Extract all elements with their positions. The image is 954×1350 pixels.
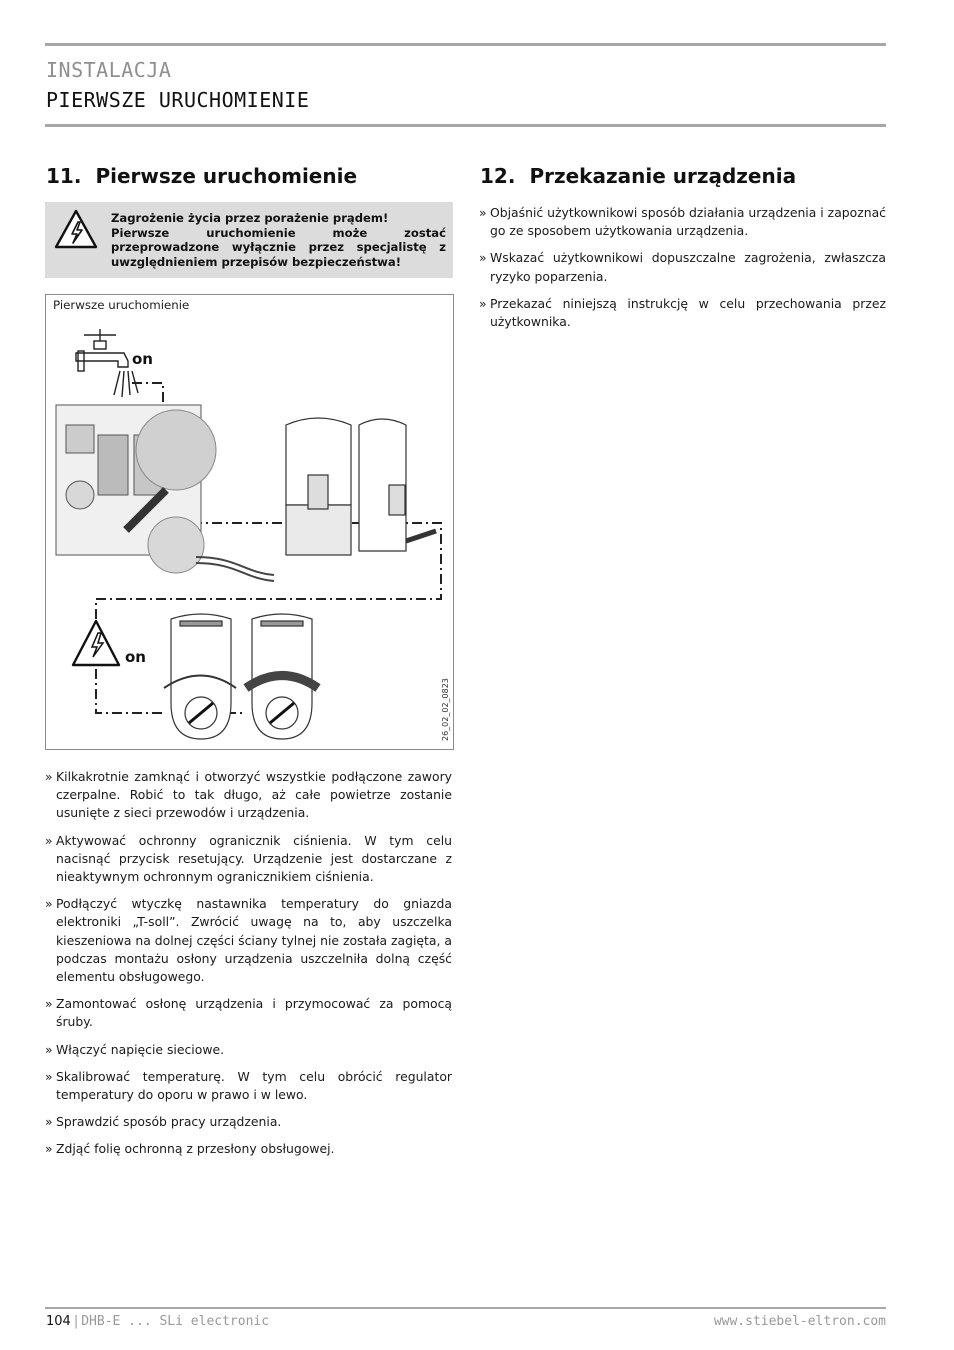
temperature-controller-right <box>246 614 318 739</box>
figure-first-startup <box>45 294 454 750</box>
figure-caption: Pierwsze uruchomienie <box>53 298 190 312</box>
list-item: » Objaśnić użytkownikowi sposób działania urządzenia i zapoznać go ze sposobem użytkowania urządzenia. <box>479 204 886 240</box>
footer-separator: | <box>73 1314 79 1329</box>
section-11-title: Pierwsze uruchomienie <box>95 164 358 188</box>
device-interior <box>56 405 274 581</box>
list-item: » Aktywować ochronny ogranicznik ciśnienia. W tym celu nacisnąć przycisk resetujący. Urządzenie jest dostarczane z nieaktywnym ochronnym ogranicznikiem ciśnienia. <box>45 832 452 887</box>
list-item: » Kilkakrotnie zamknąć i otworzyć wszystkie podłączone zawory czerpalne. Robić to tak długo, aż całe powietrze zostanie usunięte z sieci przewodów i urządzenia. <box>45 768 452 823</box>
footer-left <box>46 1314 269 1329</box>
electric-hazard-icon <box>53 208 99 250</box>
header-subsection: PIERWSZE URUCHOMIENIE <box>46 88 310 112</box>
power-hazard-icon <box>73 621 119 665</box>
section-12-steps <box>479 204 886 340</box>
warning-box <box>45 202 453 278</box>
list-item: » Zamontować osłonę urządzenia i przymocować za pomocą śruby. <box>45 995 452 1031</box>
footer-rule <box>45 1307 886 1309</box>
header-section: INSTALACJA <box>46 58 172 82</box>
heater-side <box>359 419 436 551</box>
water-on-label: on <box>132 350 153 368</box>
warning-body: Pierwsze uruchomienie może zostać przeprowadzone wyłącznie przez specjalistę z uwzględnieniem przepisów bezpieczeństwa! <box>111 225 446 269</box>
section-12-heading <box>480 164 796 188</box>
figure-code: 26_02_02_0823 <box>441 678 450 741</box>
water-tap-icon <box>76 329 138 397</box>
temperature-controller-left <box>164 614 236 739</box>
list-item: » Wskazać użytkownikowi dopuszczalne zagrożenia, zwłaszcza ryzyko poparzenia. <box>479 249 886 285</box>
list-item: » Włączyć napięcie sieciowe. <box>45 1041 452 1059</box>
list-item: » Podłączyć wtyczkę nastawnika temperatury do gniazda elektroniki „T-soll”. Zwrócić uwagę na to, aby uszczelka kieszeniowa na dolnej części ściany tylnej nie została zagięta, a podczas montażu osłony urządzenia uszczelniła dolną część elementu obsługowego. <box>45 895 452 986</box>
list-item: » Przekazać niniejszą instrukcję w celu przechowania przez użytkownika. <box>479 295 886 331</box>
section-12-title: Przekazanie urządzenia <box>529 164 797 188</box>
footer-url: www.stiebel-eltron.com <box>713 1314 886 1329</box>
list-item: » Sprawdzić sposób pracy urządzenia. <box>45 1113 452 1131</box>
section-11-number: 11. <box>46 164 82 188</box>
section-11-steps <box>45 768 452 1168</box>
product-name: DHB-E ... SLi electronic <box>81 1314 270 1329</box>
warning-title: Zagrożenie życia przez porażenie prądem! <box>111 211 389 225</box>
list-item: » Zdjąć folię ochronną z przesłony obsługowej. <box>45 1140 452 1158</box>
header-top-rule <box>45 43 886 46</box>
section-12-number: 12. <box>480 164 516 188</box>
page-number: 104 <box>46 1314 71 1329</box>
heater-front <box>286 418 351 555</box>
warning-text <box>111 211 446 269</box>
startup-illustration <box>46 295 453 749</box>
list-item: » Skalibrować temperaturę. W tym celu obrócić regulator temperatury do oporu w prawo i w lewo. <box>45 1068 452 1104</box>
section-11-heading <box>46 164 357 188</box>
power-on-label: on <box>125 648 146 666</box>
header-bottom-rule <box>45 124 886 127</box>
